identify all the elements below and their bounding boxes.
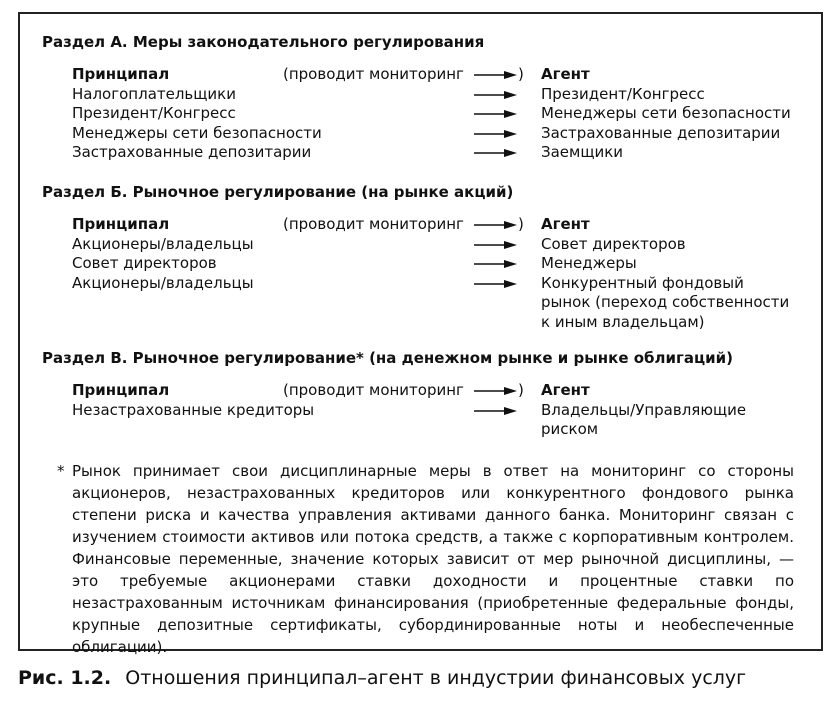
agent-cell: Владельцы/Управляющие [541, 400, 747, 419]
principal-header: Принципал [72, 65, 170, 83]
footnote-marker: * [57, 462, 65, 480]
agent-header: Агент [541, 381, 590, 399]
footnote-text: Рынок принимает свои дисциплинарные меры в ответ на мониторинг со стороны акционеров, незастрахованных кредиторов или конкурентного фондового рынка степени риска и качества управления активами данного банка. Мониторинг связан с изучением стоимости активов или потока средств, а также с корпоративным контролем. Финансовые переменные, значение которых зависит от мер рыночной дисциплины, — это требуемые акционерами ставки доходности и процентные ставки по незастрахованным источникам финансирования (приобретенные федеральные фонды, крупные депозитные сертификаты, субординированные ноты и необеспеченные облигации). [72, 462, 794, 656]
agent-cell: к иным владельцам) [541, 312, 705, 331]
principal-cell: Застрахованные депозитарии [72, 143, 312, 161]
figure-caption [18, 666, 746, 690]
principal-cell: Налогоплательщики [72, 84, 236, 103]
arrow-icon [474, 279, 518, 289]
arrow-icon [474, 386, 518, 396]
principal-cell: Президент/Конгресс [72, 104, 236, 122]
monitor-close-paren: ) [518, 215, 524, 233]
principal-cell: Незастрахованные кредиторы [72, 400, 315, 419]
arrow-icon [474, 220, 518, 230]
principal-header: Принципал [72, 215, 170, 233]
principal-header: Принципал [72, 381, 170, 399]
section-title: Раздел Б. Рыночное регулирование (на рынке акций) [42, 183, 514, 201]
agent-cell: Заемщики [541, 143, 624, 161]
agent-cell: риском [541, 420, 599, 438]
monitor-label: (проводит мониторинг [283, 381, 464, 399]
arrow-icon [474, 129, 518, 139]
principal-cell: Менеджеры сети безопасности [72, 123, 322, 142]
agent-cell: Совет директоров [541, 234, 686, 253]
agent-cell: Застрахованные депозитарии [541, 123, 781, 142]
agent-header: Агент [541, 65, 590, 83]
agent-cell: Менеджеры [541, 254, 637, 272]
agent-cell: Менеджеры сети безопасности [541, 104, 791, 122]
arrow-icon [474, 70, 518, 80]
principal-cell: Акционеры/владельцы [72, 234, 254, 253]
arrow-icon [474, 109, 518, 119]
monitor-close-paren: ) [518, 381, 524, 399]
section-title: Раздел В. Рыночное регулирование* (на денежном рынке и рынке облигаций) [42, 349, 733, 367]
agent-cell: Конкурентный фондовый [541, 273, 744, 292]
arrow-icon [474, 259, 518, 269]
caption-number: Рис. 1.2. [18, 667, 112, 689]
arrow-icon [474, 148, 518, 158]
arrow-icon [474, 406, 518, 416]
agent-cell: Президент/Конгресс [541, 84, 705, 103]
arrow-icon [474, 240, 518, 250]
principal-cell: Акционеры/владельцы [72, 273, 254, 292]
monitor-close-paren: ) [518, 65, 524, 83]
principal-cell: Совет директоров [72, 254, 217, 272]
caption-text: Отношения принципал–агент в индустрии финансовых услуг [125, 667, 747, 689]
agent-cell: рынок (переход собственности [541, 293, 790, 311]
section-title: Раздел А. Меры законодательного регулирования [42, 33, 485, 51]
monitor-label: (проводит мониторинг [283, 215, 464, 233]
agent-header: Агент [541, 215, 590, 233]
monitor-label: (проводит мониторинг [283, 65, 464, 83]
arrow-icon [474, 90, 518, 100]
